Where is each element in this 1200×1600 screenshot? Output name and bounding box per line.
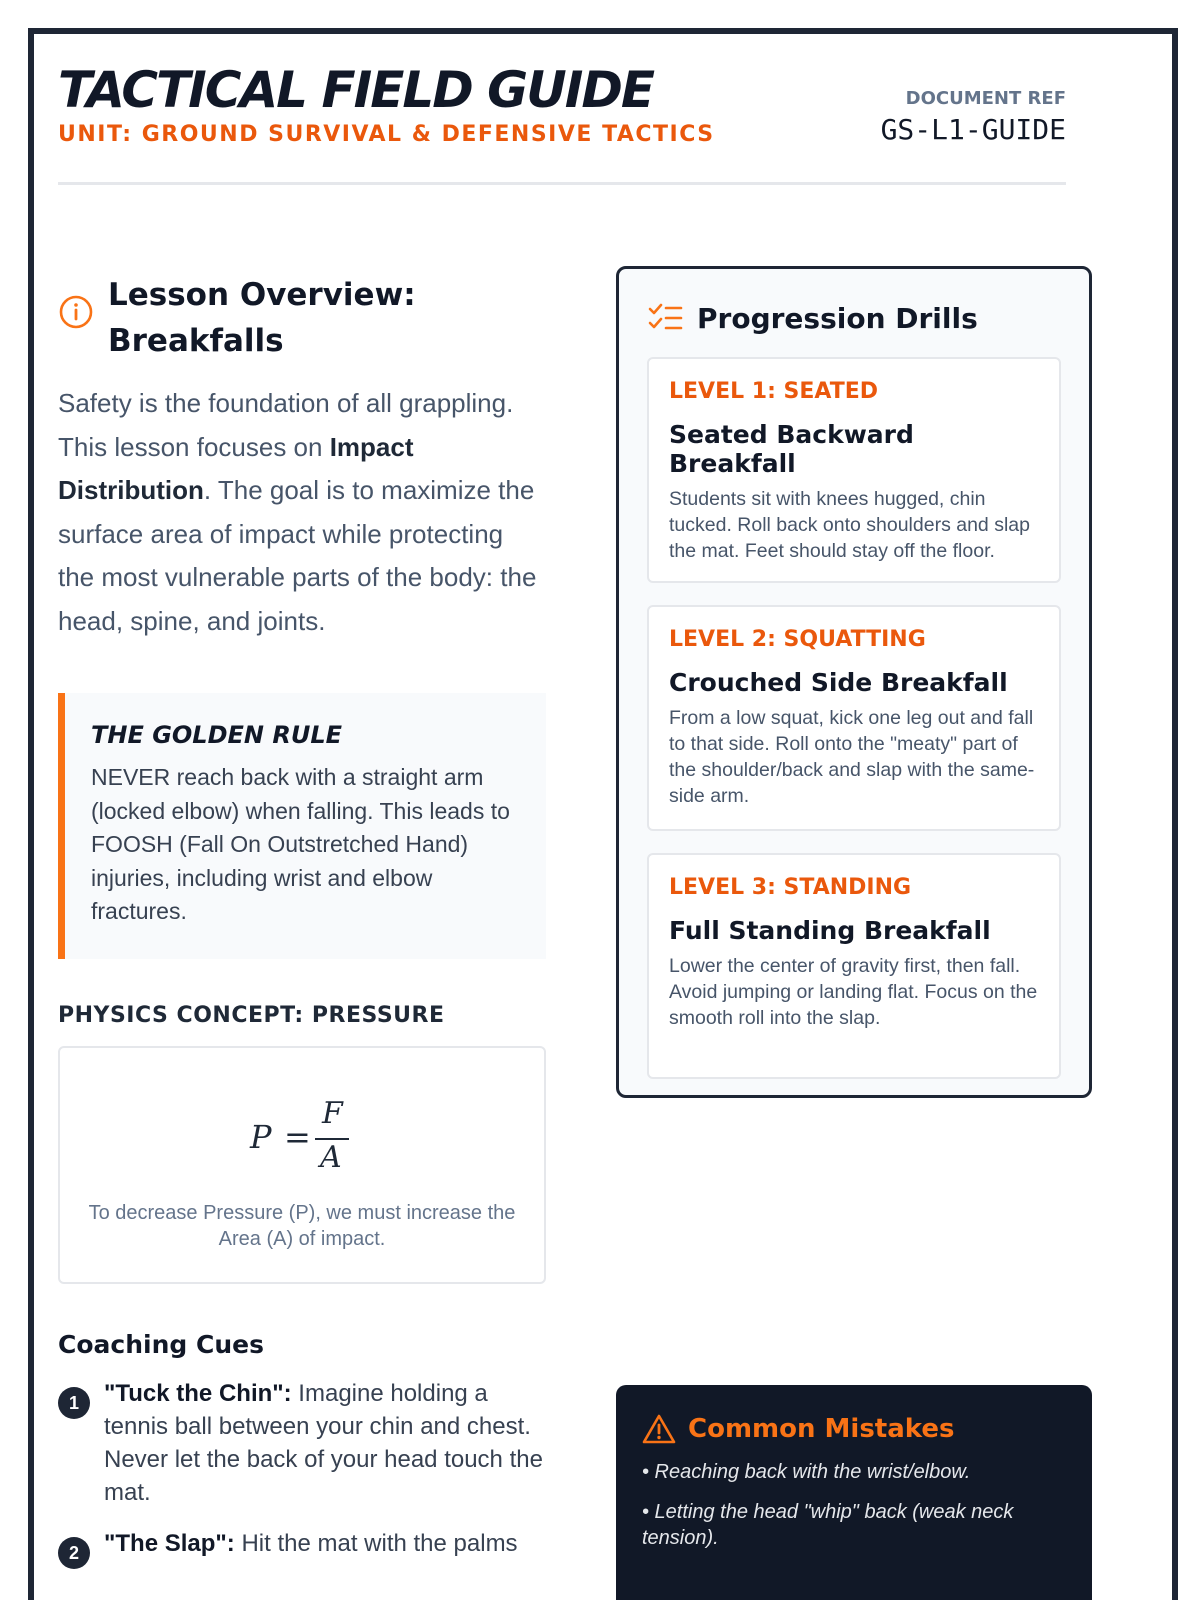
cue-lead: "Tuck the Chin": — [104, 1380, 292, 1407]
docref-code: GS-L1-GUIDE — [880, 113, 1066, 146]
info-icon — [58, 294, 94, 330]
cue-text — [104, 1527, 518, 1569]
drill-level: LEVEL 2: SQUATTING — [669, 627, 926, 652]
physics-label: PHYSICS CONCEPT: PRESSURE — [58, 1003, 445, 1028]
golden-rule-title: THE GOLDEN RULE — [91, 721, 343, 749]
document-header — [58, 60, 1066, 147]
cue-body: Hit the mat with the palms — [234, 1530, 518, 1557]
physics-box — [58, 1046, 546, 1284]
overview-body — [58, 382, 546, 643]
cue-lead: "The Slap": — [104, 1530, 235, 1557]
drill-description: Lower the center of gravity first, then fall. Avoid jumping or landing flat. Focus on the smooth roll into the slap. — [669, 955, 1038, 1029]
mistake-item: • Reaching back with the wrist/elbow. — [642, 1461, 971, 1483]
overview-title-line2: Breakfalls — [108, 323, 284, 359]
coaching-cues-title: Coaching Cues — [58, 1330, 264, 1359]
physics-note: To decrease Pressure (P), we must increase the Area (A) of impact. — [88, 1202, 516, 1250]
drill-description: From a low squat, kick one leg out and fall to that side. Roll onto the "meaty" part of the shoulder/back and slap with the same-side arm. — [669, 707, 1035, 807]
overview-body-emphasis: Impact Distribution — [58, 431, 414, 505]
overview-title — [108, 272, 416, 364]
mistake-item: • Letting the head "whip" back (weak neck tension). — [642, 1501, 1014, 1549]
warning-icon — [642, 1413, 676, 1445]
overview-body-end: . The goal is to maximize the surface area of impact while protecting the most vulnerable parts of the body: the head, spine, and joints. — [58, 475, 537, 636]
coaching-cue — [58, 1377, 546, 1509]
pressure-formula — [60, 1096, 544, 1180]
document-title: TACTICAL FIELD GUIDE — [58, 61, 654, 119]
document-subtitle: UNIT: GROUND SURVIVAL & DEFENSIVE TACTICS — [58, 122, 715, 147]
cue-number-badge: 1 — [58, 1387, 90, 1419]
document-ref — [881, 88, 1066, 146]
cue-body: Imagine holding a tennis ball between your chin and chest. Never let the back of your head touch the mat. — [104, 1380, 543, 1506]
formula-force: F — [322, 1096, 343, 1131]
drill-name: Full Standing Breakfall — [669, 916, 991, 945]
mistakes-heading — [642, 1413, 1066, 1445]
drill-name: Seated Backward Breakfall — [669, 420, 914, 478]
drill-card — [647, 853, 1061, 1079]
overview-heading — [58, 272, 546, 364]
common-mistakes-panel — [616, 1385, 1092, 1600]
drill-level: LEVEL 1: SEATED — [669, 379, 879, 404]
cue-number-badge: 2 — [58, 1537, 90, 1569]
drills-title: Progression Drills — [697, 301, 978, 335]
formula-equals: = — [284, 1118, 311, 1156]
coaching-cue — [58, 1527, 546, 1569]
progression-drills-panel — [616, 266, 1092, 1098]
overview-body-start: Safety is the foundation of all grappling. This lesson focuses on — [58, 388, 514, 462]
formula-area: A — [320, 1140, 342, 1175]
overview-title-line1: Lesson Overview: — [108, 277, 416, 313]
formula-pressure: P — [250, 1118, 272, 1156]
cue-text — [104, 1377, 546, 1509]
left-column — [58, 272, 546, 1569]
drill-card — [647, 605, 1061, 831]
checklist-icon — [647, 301, 683, 335]
drill-description: Students sit with knees hugged, chin tucked. Roll back onto shoulders and slap the mat. Feet should stay off the floor. — [669, 488, 1030, 562]
golden-rule-text: NEVER reach back with a straight arm (locked elbow) when falling. This leads to FOOSH (Fall On Outstretched Hand) injuries, including wrist and elbow fractures. — [91, 764, 510, 924]
drill-level: LEVEL 3: STANDING — [669, 875, 912, 900]
header-divider — [58, 182, 1066, 185]
docref-label: DOCUMENT REF — [905, 88, 1066, 109]
golden-rule-callout — [58, 693, 546, 959]
mistakes-title: Common Mistakes — [688, 1414, 955, 1444]
drill-card — [647, 357, 1061, 583]
drill-name: Crouched Side Breakfall — [669, 668, 1008, 697]
drills-heading — [647, 301, 1061, 335]
